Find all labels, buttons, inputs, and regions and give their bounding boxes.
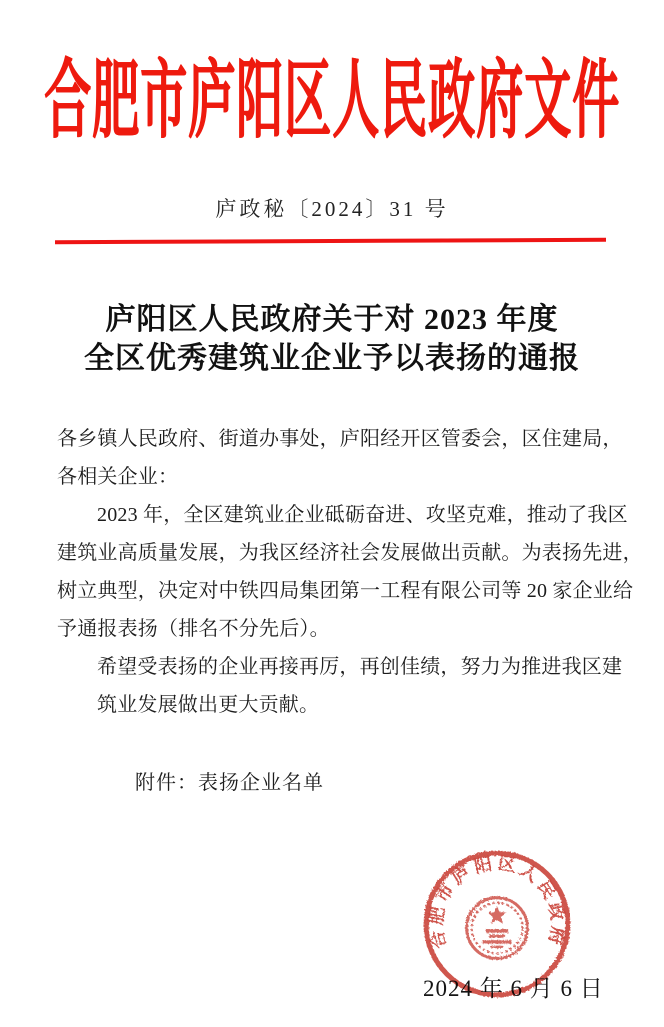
body-line: 各乡镇人民政府、街道办事处，庐阳经开区管委会，区住建局， — [57, 428, 623, 450]
letterhead-title: 合肥市庐阳区人民政府文件 — [44, 54, 620, 150]
body-line: 2023 年，全区建筑业企业砥砺奋进、攻坚克难，推动了我区 — [97, 504, 628, 526]
national-emblem-icon — [467, 898, 528, 959]
document-title-line2: 全区优秀建筑业企业予以表扬的通报 — [84, 342, 580, 375]
document-title — [0, 300, 664, 378]
body-line: 筑业发展做出更大贡献。 — [97, 694, 320, 716]
official-seal — [416, 843, 578, 1005]
attachment-line: 附件：表扬企业名单 — [135, 772, 324, 794]
document-title-line1: 庐阳区人民政府关于对 2023 年度 — [105, 303, 559, 336]
body-line: 各相关企业： — [57, 466, 179, 488]
body-line: 希望受表扬的企业再接再厉，再创佳绩，努力为推进我区建 — [97, 656, 623, 678]
document-body — [57, 420, 643, 802]
body-line: 予通报表扬（排名不分先后）。 — [57, 618, 330, 640]
seal-ring-text: 合肥市庐阳区人民政府 — [425, 852, 569, 951]
body-line: 建筑业高质量发展，为我区经济社会发展做出贡献。为表扬先进， — [57, 542, 643, 564]
red-divider-line — [55, 238, 606, 244]
date-line: 2024 年 6 月 6 日 — [423, 976, 604, 1001]
body-line: 树立典型，决定对中铁四局集团第一工程有限公司等 20 家企业给 — [57, 580, 634, 602]
doc-number: 庐政秘〔2024〕31 号 — [215, 197, 449, 221]
seal-outer-ring — [426, 853, 568, 995]
